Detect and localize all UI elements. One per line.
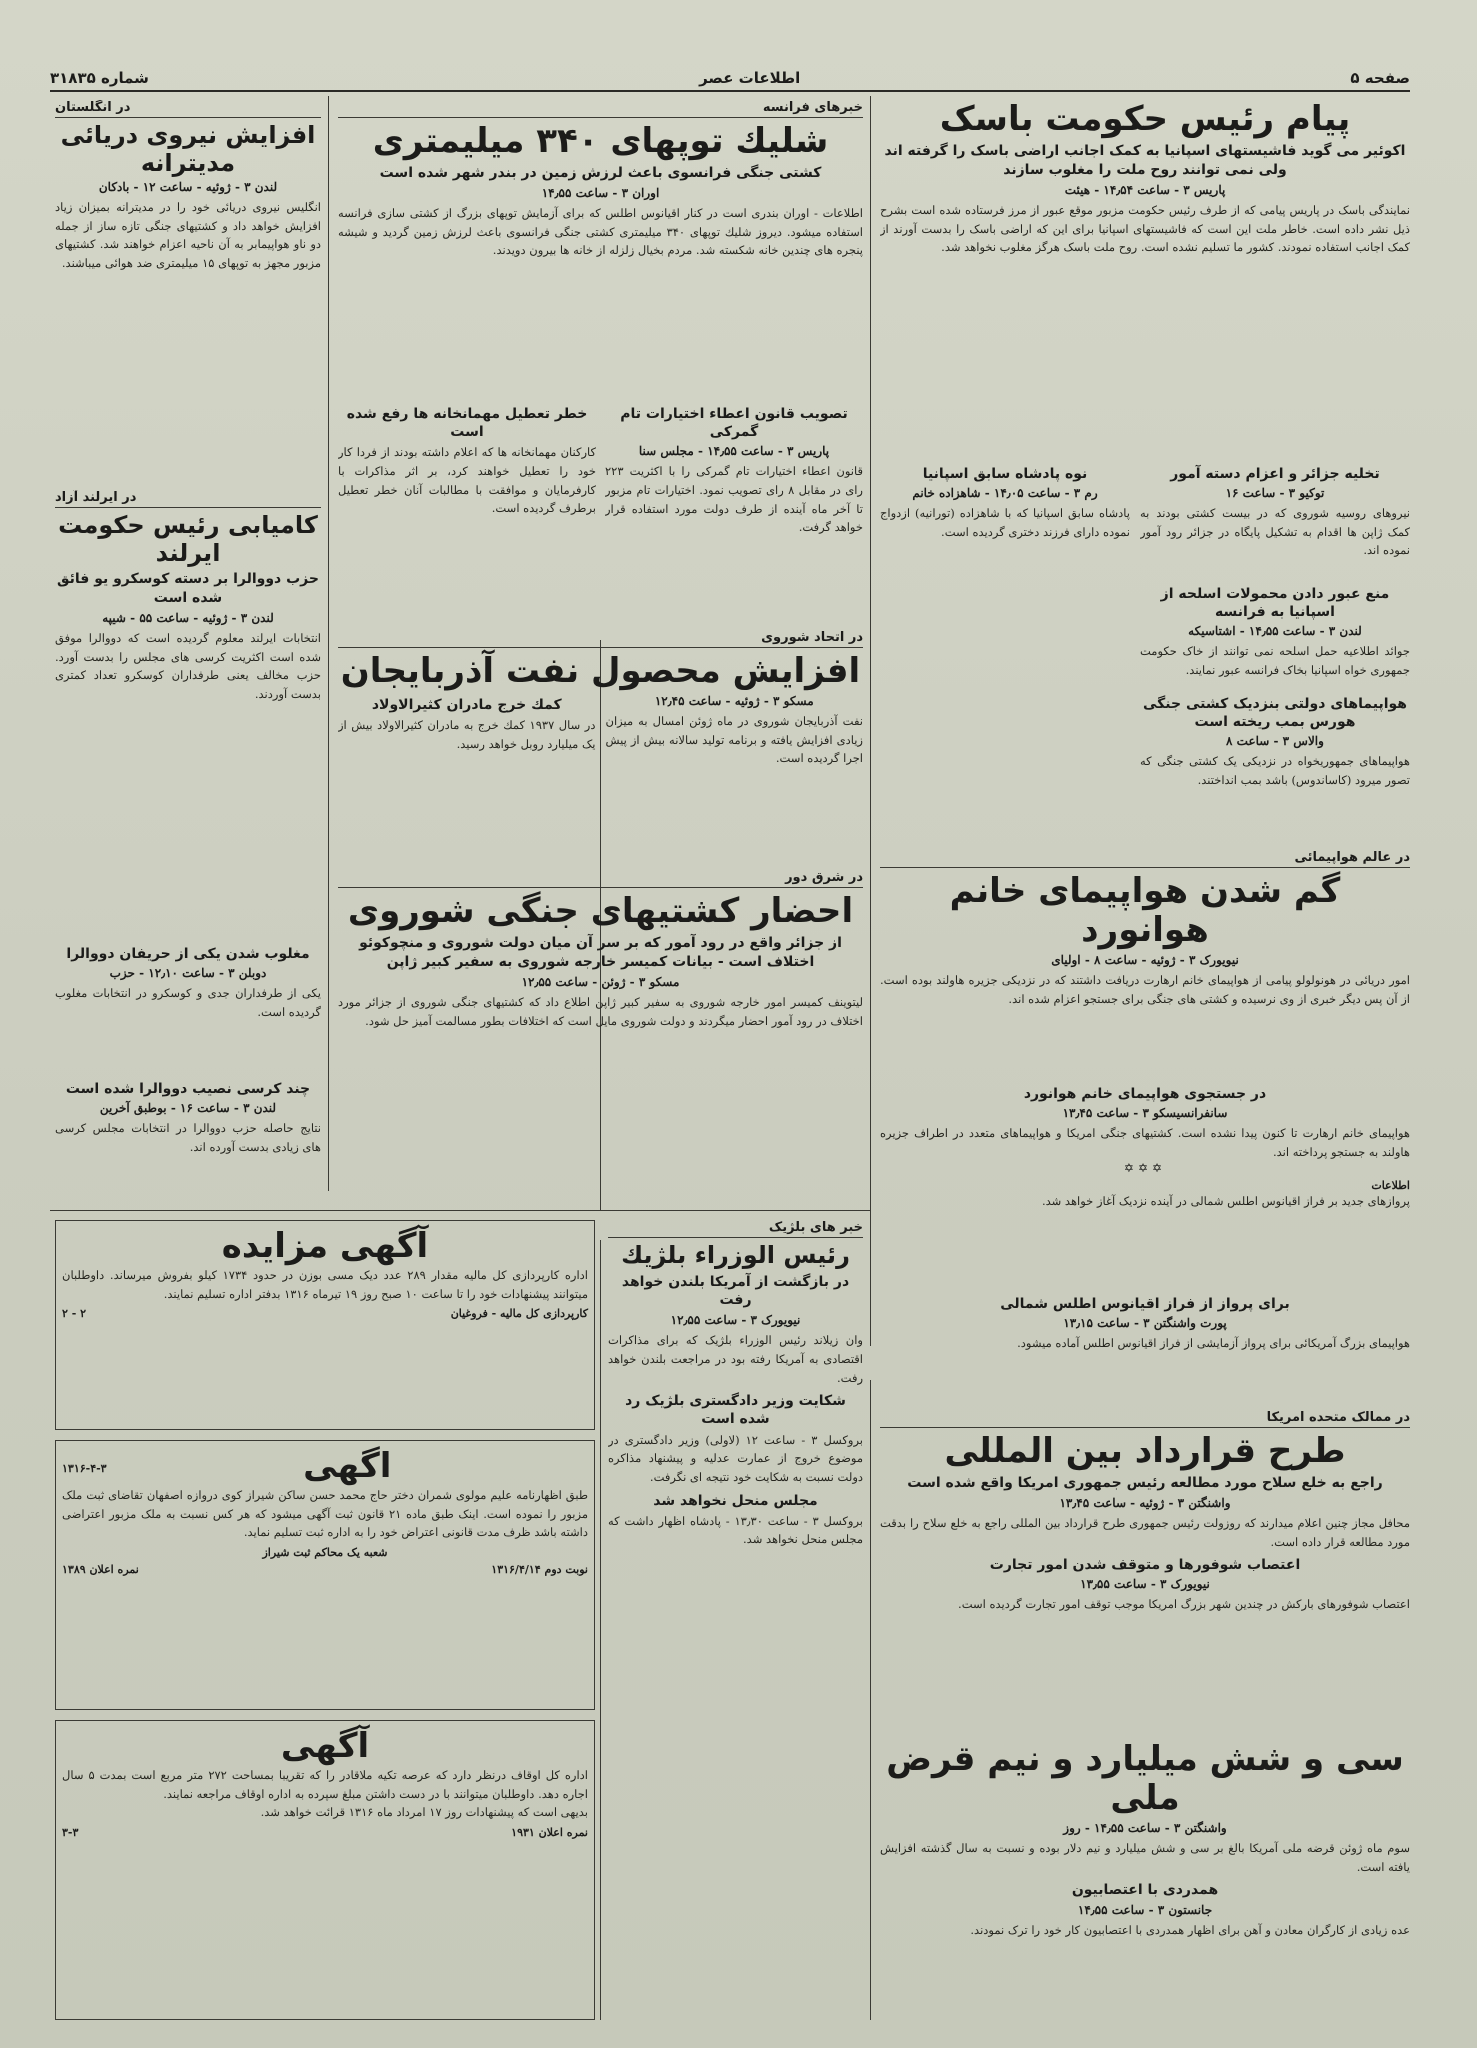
article-body: کارکنان مهمانخانه ها که اعلام داشته بودند از فردا کار خود را تعطیل خواهند کرد، بر اثر مذاکرات با کارفرمایان و موافقت با مطالبات آنان خطر تعطیل برطرف گردیده است. <box>338 445 596 516</box>
subheadline: کشتی جنگی فرانسوی باعث لرزش زمین در بندر شهر شده است <box>379 165 822 182</box>
page-label: صفحه ۵ <box>1350 69 1410 87</box>
column-divider <box>870 1380 871 2020</box>
dateline: مسکو ۳ - ژوئن - ساعت ۱۲٫۵۵ <box>521 974 680 989</box>
section-kicker: در عالم هواپیمائی <box>880 850 1410 868</box>
headline: افزایش محصول نفت آذربایجان <box>340 651 861 691</box>
headline: گم شدن هواپیمای خانم هوانورد <box>949 871 1341 951</box>
ad-body: اداره کل اوقاف درنظر دارد که عرصه تکیه ملاقادر را که تقریبا بمساحت ۲۷۲ متر مربع است بمدت ۵ سال اجاره دهد. داوطلبان میتوانند با در دست داشتن مبلغ سپرده به اداره اوقاف مراجعه نمایند. <box>62 1768 588 1801</box>
headline: اگهی <box>303 1446 392 1486</box>
section-kicker: خبر های بلژیک <box>608 1220 863 1238</box>
article-customs <box>605 400 863 630</box>
article-navy <box>55 100 321 490</box>
ad-auction <box>55 1220 595 1430</box>
article-body: وان زیلاند رئیس الوزراء بلژیک که برای مذاکرات اقتصادی به آمریکا رفته بود در مراجعت بلندن خواهد رفت. <box>608 1333 863 1385</box>
article-body: نمایندگی باسک در پاریس پیامی که از طرف رئیس حکومت مزبور موقع عبور از مرز فرستاده شده است بشرح ذیل نشر داده است. خاطر ملت این است که فاشیستهای اسپانیا برای این که اراضی باسک را بدست آورند از کمک اجانب استفاده نمودند. کشور ما تسلیم نشده است. روح ملت باسک هرگز مغلوب نخواهد شد. <box>880 202 1410 255</box>
subheadline: حزب دووالرا بر دسته کوسکرو یو فائق شده است <box>57 571 319 607</box>
headline: طرح قرارداد بین المللی <box>944 1431 1346 1471</box>
headline: شلیك توپهای ۳۴۰ میلیمتری <box>372 121 829 161</box>
dateline: جانستون ۳ - ساعت ۱۴٫۵۵ <box>1077 1902 1213 1917</box>
dateline: لندن ۳ - ساعت ۱۴٫۵۵ - اشتاسیکه <box>1188 624 1362 639</box>
masthead <box>50 66 1410 92</box>
section-kicker: در ایرلند آزاد <box>55 490 321 508</box>
dateline: پاریس ۳ - ساعت ۱۴٫۵۵ - مجلس سنا <box>638 444 830 459</box>
headline: هواپیماهای دولتی بنزدیک کشتی جنگی هورس بمب ریخته است <box>1142 696 1408 731</box>
issue-label: شماره ۳۱۸۳۵ <box>50 69 149 87</box>
paper-name: اطلاعات عصر <box>699 69 801 87</box>
article-body: امور دریائی در هونولولو پیامی از هواپیمای خانم ارهارت دریافت داشتند که در نزدیکی جزیره هاولند بوده است. از آن پس دیگر خبری از وی نرسیده و کشتی های جنگی برای جستجو اعزام شده اند. <box>880 973 1410 1006</box>
headline: خطر تعطیل مهمانخانه ها رفع شده است <box>346 406 588 441</box>
dateline: والاس ۳ - ساعت ۸ <box>1226 734 1324 749</box>
article-body: سوم ماه ژوئن قرضه ملی آمریکا بالغ بر سی و شش میلیارد و نیم دلار بوده و نسبت به سال گذشته افزایش یافته است. <box>880 1841 1410 1874</box>
ad-ref: ۳-۳ <box>62 1825 79 1839</box>
dateline: لندن ۳ - ساعت ۱۶ - بوطبق آخرین <box>99 1101 277 1116</box>
dateline: مسکو ۳ - ژوئیه - ساعت ۱۲٫۴۵ <box>654 694 814 709</box>
article-irish-2 <box>55 940 321 1075</box>
dateline: واشنگتن ۳ - ساعت ۱۴٫۵۵ - روز <box>1063 1821 1227 1836</box>
dateline: رم ۳ - ساعت ۱۴٫۰۵ - شاهزاده خانم <box>912 486 1098 501</box>
article-body: عده زیادی از کارگران معادن و آهن برای اظهار همدردی با اعتصابیون کار خود را ترک نمودند. <box>970 1922 1410 1937</box>
dateline: دوبلن ۳ - ساعت ۱۲٫۱۰ - حزب <box>109 966 267 981</box>
ad-ref: ۱۳۱۶-۴-۳ <box>62 1462 107 1476</box>
subheadline: از جزائر واقع در رود آمور که بر سر آن میان دولت شوروی و منچوکوئو اختلاف است - بیانات کمیسر خارجه شوروی به سفیر کبیر ژاپن <box>359 935 842 970</box>
ad-number: نمره اعلان ۱۳۸۹ <box>62 1562 139 1576</box>
article-body: یکی از طرفداران جدی و کوسکرو در انتخابات مغلوب گردیده است. <box>55 986 321 1019</box>
headline: پیام رئیس حکومت باسک <box>939 100 1351 139</box>
section-kicker: در انگلستان <box>55 100 321 118</box>
subheadline: مجلس منحل نخواهد شد <box>653 1492 818 1509</box>
section-kicker: در اتحاد شوروی <box>338 630 863 648</box>
section-divider <box>50 1210 870 1211</box>
column-divider <box>328 96 329 1191</box>
article-body: پروازهای جدید بر فراز اقیانوس اطلس شمالی در آینده نزدیک آغاز خواهد شد. <box>1041 1194 1410 1209</box>
subheadline: راجع به خلع سلاح مورد مطالعه رئیس جمهوری امریکا واقع شده است <box>907 1475 1383 1492</box>
ad-body: بدیهی است که پیشنهادات روز ۱۷ امرداد ماه ۱۳۱۶ قرائت خواهد شد. <box>260 1805 588 1820</box>
headline: مغلوب شدن یکی از حریفان دووالرا <box>66 946 310 962</box>
headline: افزایش نیروی دریائی مدیترانه <box>60 121 316 177</box>
article-body: هواپیمای خانم ارهارت تا کنون پیدا نشده است. کشتیهای جنگی امریکا و هواپیماهای متعدد در اطراف جزیره هاولند به جستجو پرداخته اند. <box>880 1126 1410 1159</box>
article-body: جوائد اطلاعیه حمل اسلحه نمی توانند از خاک حکومت جمهوری خواه اسپانیا بخاک فرانسه عبور نمایند. <box>1140 644 1410 677</box>
subheadline: شکایت وزیر دادگستری بلژیک رد شده است <box>625 1393 846 1428</box>
column-divider <box>870 96 871 1346</box>
article-search <box>880 1080 1410 1290</box>
dateline: لندن ۳ - ژوئیه - ساعت ۱۲ - بادکان <box>98 180 278 195</box>
article-body: در سال ۱۹۳۷ کمك خرج به مادران کثیرالاولاد بیش از یک میلیارد روبل خواهد رسید. <box>338 718 596 751</box>
headline: احضار کشتیهای جنگی شوروی <box>347 891 854 931</box>
subheadline: همدردی با اعتصابیون <box>1071 1882 1219 1899</box>
article-body: اعتصاب شوفورهای بارکش در چندین شهر بزرگ امریکا موجب توقف امور تجارت گردیده است. <box>958 1597 1410 1612</box>
article-soviet-ships <box>338 870 863 1200</box>
article-basque <box>880 100 1410 460</box>
dateline: پاریس ۳ - ساعت ۱۴٫۵۴ - هیئت <box>1064 182 1226 197</box>
article-belgium <box>608 1220 863 2020</box>
info-label: اطلاعات <box>1371 1179 1410 1193</box>
article-body: نتایج حاصله حزب دووالرا در انتخابات مجلس کرسی های زیادی بدست آورده اند. <box>55 1121 321 1154</box>
headline: آگهی مزایده <box>221 1226 429 1266</box>
dateline: پورت واشنگتن ۳ - ساعت ۱۳٫۱۵ <box>1063 1316 1227 1331</box>
headline: برای پرواز از فراز اقیانوس اطلس شمالی <box>1000 1296 1290 1312</box>
article-body: لیتوینف کمیسر امور خارجه شوروی به سفیر کبیر ژاپن اطلاع داد که کشتیهای جنگی شوروی از جزائر مورد اختلاف در رود آمور احضار میگردند و دولت شوروی مایل است که اختلافات بطور مسالمت آمیز حل شود. <box>338 994 863 1028</box>
article-loan <box>880 1740 1410 2030</box>
ad-date: نوبت دوم ۱۳۱۶/۴/۱۴ <box>491 1562 588 1576</box>
dateline: نیویورک ۳ - ساعت ۱۲٫۵۵ <box>670 1313 801 1328</box>
article-body: هواپیماهای جمهوریخواه در نزدیکی یک کشتی جنگی که تصور میرود (کاساندوس) باشد بمب انداختند. <box>1140 754 1410 787</box>
article-body: محافل مجاز چنین اعلام میدارند که روزولت رئیس جمهوری طرح قرارداد بین المللی راجع به خلع سلاح را بدقت مورد مطالعه قرار داده است. <box>880 1515 1410 1549</box>
article-irish <box>55 490 321 940</box>
headline: منع عبور دادن محمولات اسلحه از اسپانیا به فرانسه <box>1160 586 1390 621</box>
headline: تصویب قانون اعطاء اختیارات تام گمرکی <box>620 406 848 441</box>
article-body: هواپیمای بزرگ آمریکائی برای پرواز آزمایشی از فراز اقیانوس اطلس آماده میشود. <box>1017 1336 1410 1351</box>
ad-signature: شعبه یک محاکم ثبت شیراز <box>262 1545 388 1559</box>
ad-body: طبق اظهارنامه علیم مولوی شمران دختر حاج محمد حسن ساکن شیراز کوی دروازه اصفهان تقاضای ثبت ملک مزبور را نموده است. اینک طبق ماده ۲۱ قانون ثبت آگهی میشود که هر کس نسبت به ملک مزبور اعتراضی داشته باشد ظرف مدت قانونی اعتراض خود را به اداره ثبت تسلیم نماید. <box>62 1488 589 1540</box>
dateline: لندن ۳ - ژوئیه - ساعت ۵۵ - شیپه <box>102 610 274 625</box>
headline: آگهی <box>280 1726 370 1766</box>
column-divider <box>600 1240 601 2020</box>
ad-notice-2 <box>55 1720 595 2020</box>
ad-notice-1 <box>55 1440 595 1710</box>
separator-stars: ✡✡✡ <box>1123 1161 1167 1176</box>
dateline: نیویورک ۳ - ساعت ۱۳٫۵۵ <box>1080 1577 1210 1592</box>
article-atlantic <box>880 1290 1410 1400</box>
article-body: اطلاعات - اوران بندری است در کنار اقیانوس اطلس که برای آزمایش توپهای بزرگ از کشتی سازی فرانسه استفاده میشود. دیروز شلیك توپهای ۳۴۰ میلیمتری کشتی جنگی فرانسوی باعث لرزش زمین گردید و شیشه پنجره های چندین خانه شکسته شد. مردم بخیال زلزله از خانه ها بیرون دویدند. <box>338 205 863 258</box>
headline: چند کرسی نصیب دووالرا شده است <box>65 1081 311 1097</box>
article-body: نفت آذربایجان شوروی در ماه ژوئن امسال به میزان زیادی افزایش یافته و برنامه تولید سالانه بیش از پیش اجرا گردیده است. <box>605 714 863 766</box>
article-soviet-oil <box>338 630 863 880</box>
dateline: اوران ۳ - ساعت ۱۴٫۵۵ <box>541 185 660 200</box>
headline: کامیابی رئیس حکومت ایرلند <box>58 511 318 567</box>
dateline: توکیو ۳ - ساعت ۱۶ <box>1225 486 1325 501</box>
section-kicker: در ممالک متحده امریکا <box>880 1410 1410 1428</box>
article-body: نیروهای روسیه شوروی که در بیست کشتی بودند به کمک ژاپن ها اقدام به تشکیل پایگاه در جزائر رود آمور نموده اند. <box>1140 506 1410 558</box>
article-france-arms <box>1140 580 1410 690</box>
article-body: انتخابات ایرلند معلوم گردیده است که دووالرا موفق شده است اکثریت کرسی های مجلس را بدست آورد. حزب مخالف یعنی طرفداران کوسکرو تعداد کمتری بدست آوردند. <box>55 630 321 701</box>
article-gunboat <box>338 100 863 400</box>
ad-body: اداره کارپردازی کل مالیه مقدار ۲۸۹ عدد دیک مسی بوزن در حدود ۱۷۳۴ کیلو بفروش میرساند. داوطلبان میتوانند پیشنهادات خود را تا ساعت ۱۰ صبح روز ۱۹ تیرماه ۱۳۱۶ بدفتر اداره تسلیم نمایند. <box>62 1268 588 1301</box>
dateline: سانفرانسیسکو ۳ - ساعت ۱۳٫۴۵ <box>1062 1106 1228 1121</box>
headline: نوه پادشاه سابق اسپانیا <box>922 466 1088 482</box>
article-intl <box>880 1410 1410 1730</box>
article-body: بروکسل ۳ - ساعت ۱۳٫۳۰ - پادشاه اظهار داشت که مجلس منحل نخواهد شد. <box>608 1513 863 1547</box>
article-planes <box>1140 690 1410 800</box>
subheadline: کمك خرج مادران کثیرالاولاد <box>371 697 562 714</box>
article-body: انگلیس نیروی دریائی خود را در مدیترانه بمیزان زیاد افزایش خواهد داد و کشتیهای جنگی تازه ساز از جمله دو ناو هواپیمابر به آن ناحیه اعزام خواهند شد. کشتیهای مزبور مجهز به توپهای ۱۵ میلیمتری ضد هوائی میباشند. <box>55 200 321 271</box>
article-body: پادشاه سابق اسپانیا که با شاهزاده (تورانیه) ازدواج نموده دارای فرزند دختری گردیده است. <box>880 506 1130 539</box>
ad-ref: ۲ - ۲ <box>62 1307 87 1321</box>
article-irish-3 <box>55 1075 321 1205</box>
ad-signature: کارپردازی کل مالیه - فروغیان <box>450 1307 588 1321</box>
article-body: قانون اعطاء اختیارات تام گمرکی را با اکثریت ۲۲۳ رای در مقابل ۸ رای تصویب نمود. اختیارات تام مزبور تا آخر ماه آینده از طرف دولت مورد استفاده قرار خواهد گرفت. <box>605 464 863 535</box>
subheadline: اعتصاب شوفورها و متوقف شدن امور تجارت <box>989 1557 1301 1574</box>
subheadline: در بازگشت از آمریکا بلندن خواهد رفت <box>621 1273 850 1309</box>
section-kicker: خبرهای فرانسه <box>338 100 863 118</box>
ad-number: نمره اعلان ۱۹۳۱ <box>511 1825 588 1839</box>
article-body: بروکسل ۳ - ساعت ۱۲ (لاولی) وزیر دادگستری در موضوع خروج از عمارت عدلیه و پیشنهاد مذاکره دولت نسبت به شکایت خود نتیجه ای نگرفت. <box>608 1432 863 1484</box>
headline: سی و شش میلیارد و نیم قرض ملی <box>886 1740 1404 1819</box>
dateline: نیویورک ۳ - ژوئیه - ساعت ۸ - اولیای <box>1051 953 1239 968</box>
article-guests <box>338 400 596 630</box>
subheadline: اکوئیر می گوید فاشیستهای اسپانیا به کمک اجانب اراضی باسک را گرفته اند ولی نمی توانند روح ملت را مغلوب سازند <box>884 143 1406 178</box>
headline: رئیس الوزراء بلژیك <box>621 1241 850 1269</box>
headline: تخلیه جزائر و اعزام دسته آمور <box>1170 466 1380 482</box>
article-gijon <box>1140 460 1410 580</box>
section-kicker: در شرق دور <box>338 870 863 888</box>
article-king <box>880 460 1130 870</box>
dateline: واشنگتن ۳ - ژوئیه - ساعت ۱۳٫۴۵ <box>1059 1495 1231 1510</box>
headline: در جستجوی هواپیمای خانم هوانورد <box>1023 1086 1267 1102</box>
